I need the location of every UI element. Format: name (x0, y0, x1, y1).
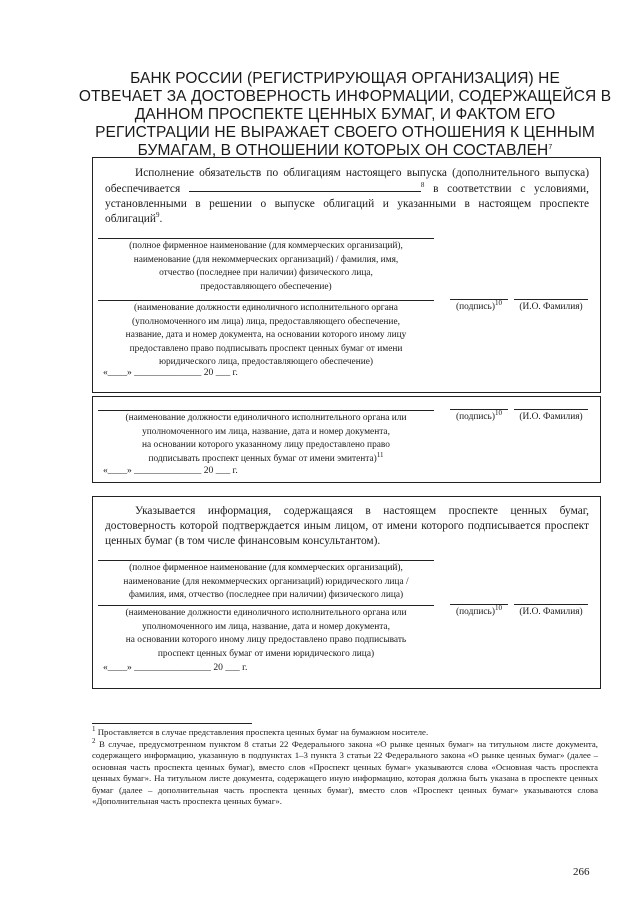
name-line (514, 299, 588, 300)
disclaimer-heading (78, 70, 612, 160)
name-caption: (И.О. Фамилия) (519, 607, 583, 617)
footnotes (92, 727, 598, 808)
page-number: 266 (573, 866, 590, 878)
position-line (98, 605, 434, 606)
heading-line: БАНК РОССИИ (РЕГИСТРИРУЮЩАЯ ОРГАНИЗАЦИЯ) НЕ (130, 70, 560, 87)
name-line (514, 604, 588, 605)
org-name-caption: (полное фирменное наименование (для коммерческих организаций), наименование (для некоммерческих организаций) / фамилия, имя, отчество (последнее при наличии) физического лица, предоставляющего обеспечение) (129, 241, 403, 292)
date-field: «____» ________________ 20 ___ г. (103, 662, 248, 673)
position-line (98, 410, 434, 411)
name-line (514, 409, 588, 410)
footnote-mark: 7 (548, 143, 553, 151)
org-name-line (98, 238, 434, 239)
position-caption: (наименование должности единоличного исполнительного органа или уполномоченного им лица, название, дата и номер документа, на основании которого указанному лицу предоставлено право подписывать проспект ценных бумаг от имени эмитента)$^{11}$ (125, 413, 407, 464)
footnote-mark: 11 (376, 450, 384, 459)
position-line (98, 300, 434, 301)
org-name-line (98, 560, 434, 561)
date-field: «____» ______________ 20 ___ г. (103, 367, 238, 378)
other-signer-paragraph: Указывается информация, содержащаяся в настоящем проспекте ценных бумаг, достоверность которой подтверждается иным лицом, от имени которого подписывается проспект ценных бумаг (в том числе финансовым консультантом). (105, 505, 589, 547)
position-caption: (наименование должности единоличного исполнительного органа (уполномоченного им лица) лица, предоставляющего обеспечение, название, дата и номер документа, на основании которого иному лицу предоставлено право подписывать проспект ценных бумаг от имени юридического лица, предоставляющего обеспечение) (125, 303, 407, 367)
signature-caption: (подпись)$^{10}$ (456, 408, 502, 422)
footnote-1: $^1$ Проставляется в случае представления проспекта ценных бумаг на бумажном носителе. (92, 725, 429, 737)
org-name-caption: (полное фирменное наименование (для коммерческих организаций), наименование (для некоммерческих организаций) юридического лица / фамилия, имя, отчество (последнее при наличии) физического лица) (123, 563, 409, 600)
signature-caption: (подпись)$^{10}$ (456, 603, 502, 617)
footnote-rule (92, 723, 252, 724)
heading-line: ОТВЕЧАЕТ ЗА ДОСТОВЕРНОСТЬ ИНФОРМАЦИИ, СОДЕРЖАЩЕЙСЯ В (78, 88, 612, 105)
name-caption: (И.О. Фамилия) (519, 302, 583, 312)
name-caption: (И.О. Фамилия) (519, 412, 583, 422)
position-caption: (наименование должности единоличного исполнительного органа или уполномоченного им лица, название, дата и номер документа, на основании которого иному лицу предоставлено право подписывать проспект ценных бумаг от имени юридического лица) (125, 608, 407, 659)
heading-line: БУМАГАМ, В ОТНОШЕНИИ КОТОРЫХ ОН СОСТАВЛЕН$^7$ (137, 142, 553, 159)
security-blank (189, 181, 421, 192)
footnote-mark: 9 (156, 211, 160, 220)
heading-line: ДАННОМ ПРОСПЕКТЕ ЦЕННЫХ БУМАГ, И ФАКТОМ ЕГО (134, 106, 556, 123)
footnote-2: $^2$ В случае, предусмотренном пунктом 8 статьи 22 Федерального закона «О рынке ценных бумаг» на титульном листе документа, содержащего информацию, указанную в подпунктах 1–3 пункта 3 статьи 22 Федерального закона «О рынке ценных бумаг» (далее – основная часть проспекта ценных бумаг), вместо слов «Проспект ценных бумаг» указываются слова «Основная часть проспекта ценных бумаг». На титульном листе документа, содержащего иную информацию, которая должна быть указана в проспекте ценных бумаг (далее – дополнительная часть проспекта ценных бумаг), вместо слов «Проспект ценных бумаг» указываются слова «Дополнительная часть проспекта ценных бумаг». (92, 736, 598, 806)
date-field: «____» ______________ 20 ___ г. (103, 465, 238, 476)
security-paragraph: Исполнение обязательств по облигациям настоящего выпуска (дополнительного выпуска) обеспечивается $^8$ в соответствии с условиями, установленными в решении о выпуске облигаций и указанными в настоящем проспекте облигаций$^9$. (105, 167, 589, 225)
footnote-mark: 8 (420, 181, 425, 190)
signature-caption: (подпись)$^{10}$ (456, 298, 502, 312)
heading-line: РЕГИСТРАЦИИ НЕ ВЫРАЖАЕТ СВОЕГО ОТНОШЕНИЯ К ЦЕННЫМ (95, 124, 595, 141)
